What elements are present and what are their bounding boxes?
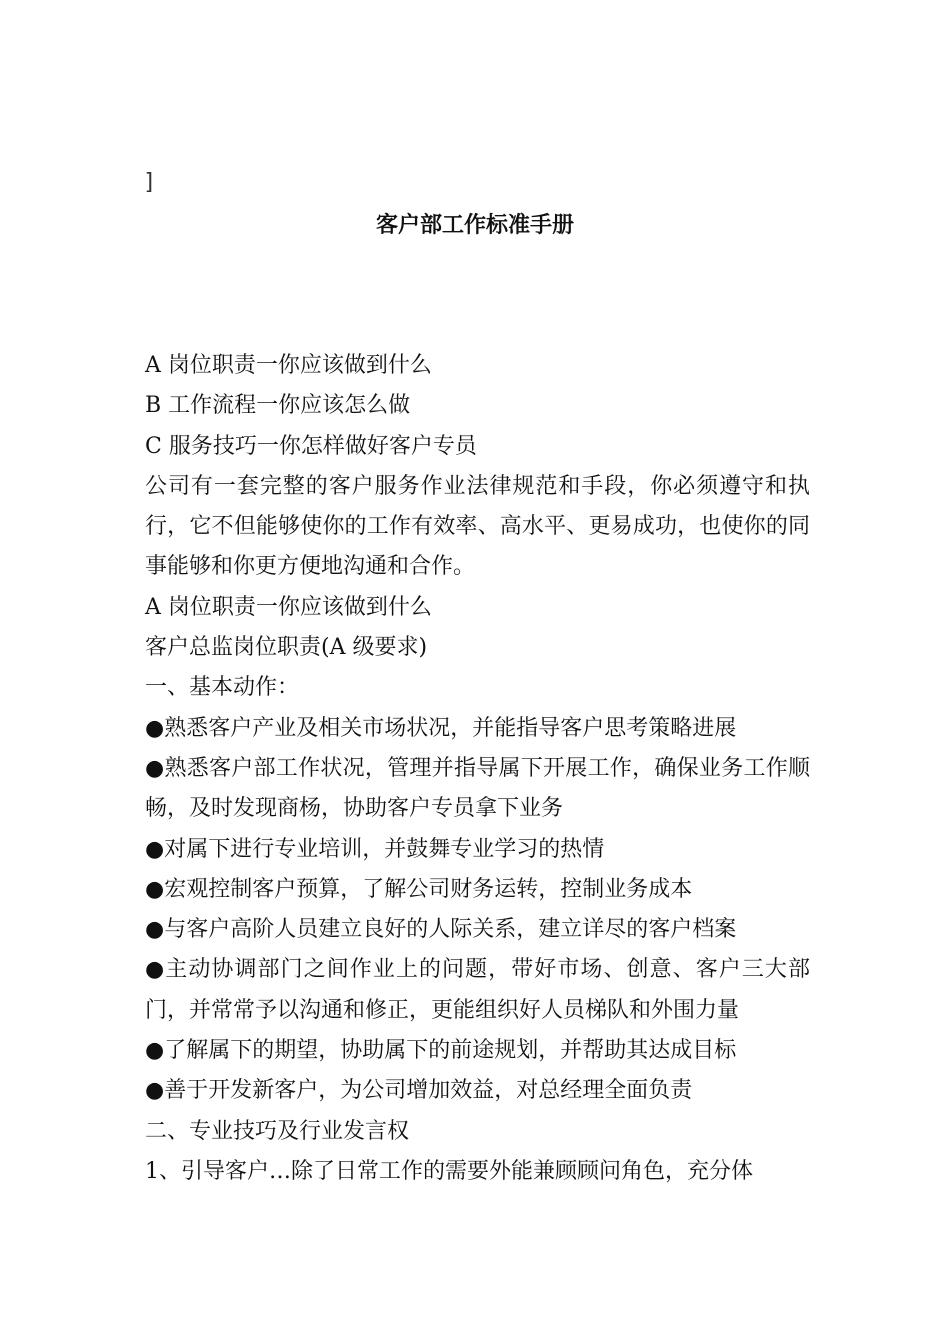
paragraph: A 岗位职责一你应该做到什么 bbox=[145, 594, 432, 620]
paragraph: A 岗位职责一你应该做到什么 bbox=[145, 353, 432, 378]
paragraph: 一、基本动作： bbox=[145, 675, 300, 701]
bullet-item: ●熟悉客户产业及相关市场状况，并能指导客户思考策略进展 bbox=[145, 715, 737, 741]
document-body bbox=[145, 346, 810, 1192]
paragraph: 二、专业技巧及行业发言权 bbox=[145, 1118, 410, 1144]
paragraph: 公司有一套完整的客户服务作业法律规范和手段，你必须遵守和执行，它不但能够使你的工作有效率、高水平、更易成功，也使你的同事能够和你更方便地沟通和合作。 bbox=[145, 473, 810, 580]
bullet-item: ●熟悉客户部工作状况，管理并指导属下开展工作，确保业务工作顺畅，及时发现商杨，协助客户专员拿下业务 bbox=[145, 755, 810, 822]
bullet-item: ●了解属下的期望，协助属下的前途规划，并帮助其达成目标 bbox=[145, 1038, 737, 1064]
bullet-item: ●与客户高阶人员建立良好的人际关系，建立详尽的客户档案 bbox=[145, 917, 737, 943]
bullet-item: ●善于开发新客户，为公司增加效益，对总经理全面负责 bbox=[145, 1078, 693, 1104]
paragraph: 客户总监岗位职责(A 级要求) bbox=[145, 635, 428, 661]
document-title: 客户部工作标准手册 bbox=[375, 213, 574, 238]
bullet-item: ●宏观控制客户预算，了解公司财务运转，控制业务成本 bbox=[145, 876, 693, 902]
paragraph: B 工作流程一你应该怎么做 bbox=[145, 393, 411, 419]
paragraph: 1、引导客户…除了日常工作的需要外能兼顾顾问角色，充分体 bbox=[145, 1158, 753, 1184]
corner-bracket-mark: ] bbox=[143, 170, 157, 195]
paragraph: C 服务技巧一你怎样做好客户专员 bbox=[145, 433, 477, 459]
bullet-item: ●对属下进行专业培训，并鼓舞专业学习的热情 bbox=[145, 836, 605, 862]
bullet-item: ●主动协调部门之间作业上的问题，带好市场、创意、客户三大部门，并常常予以沟通和修正，更能组织好人员梯队和外围力量 bbox=[145, 957, 810, 1023]
